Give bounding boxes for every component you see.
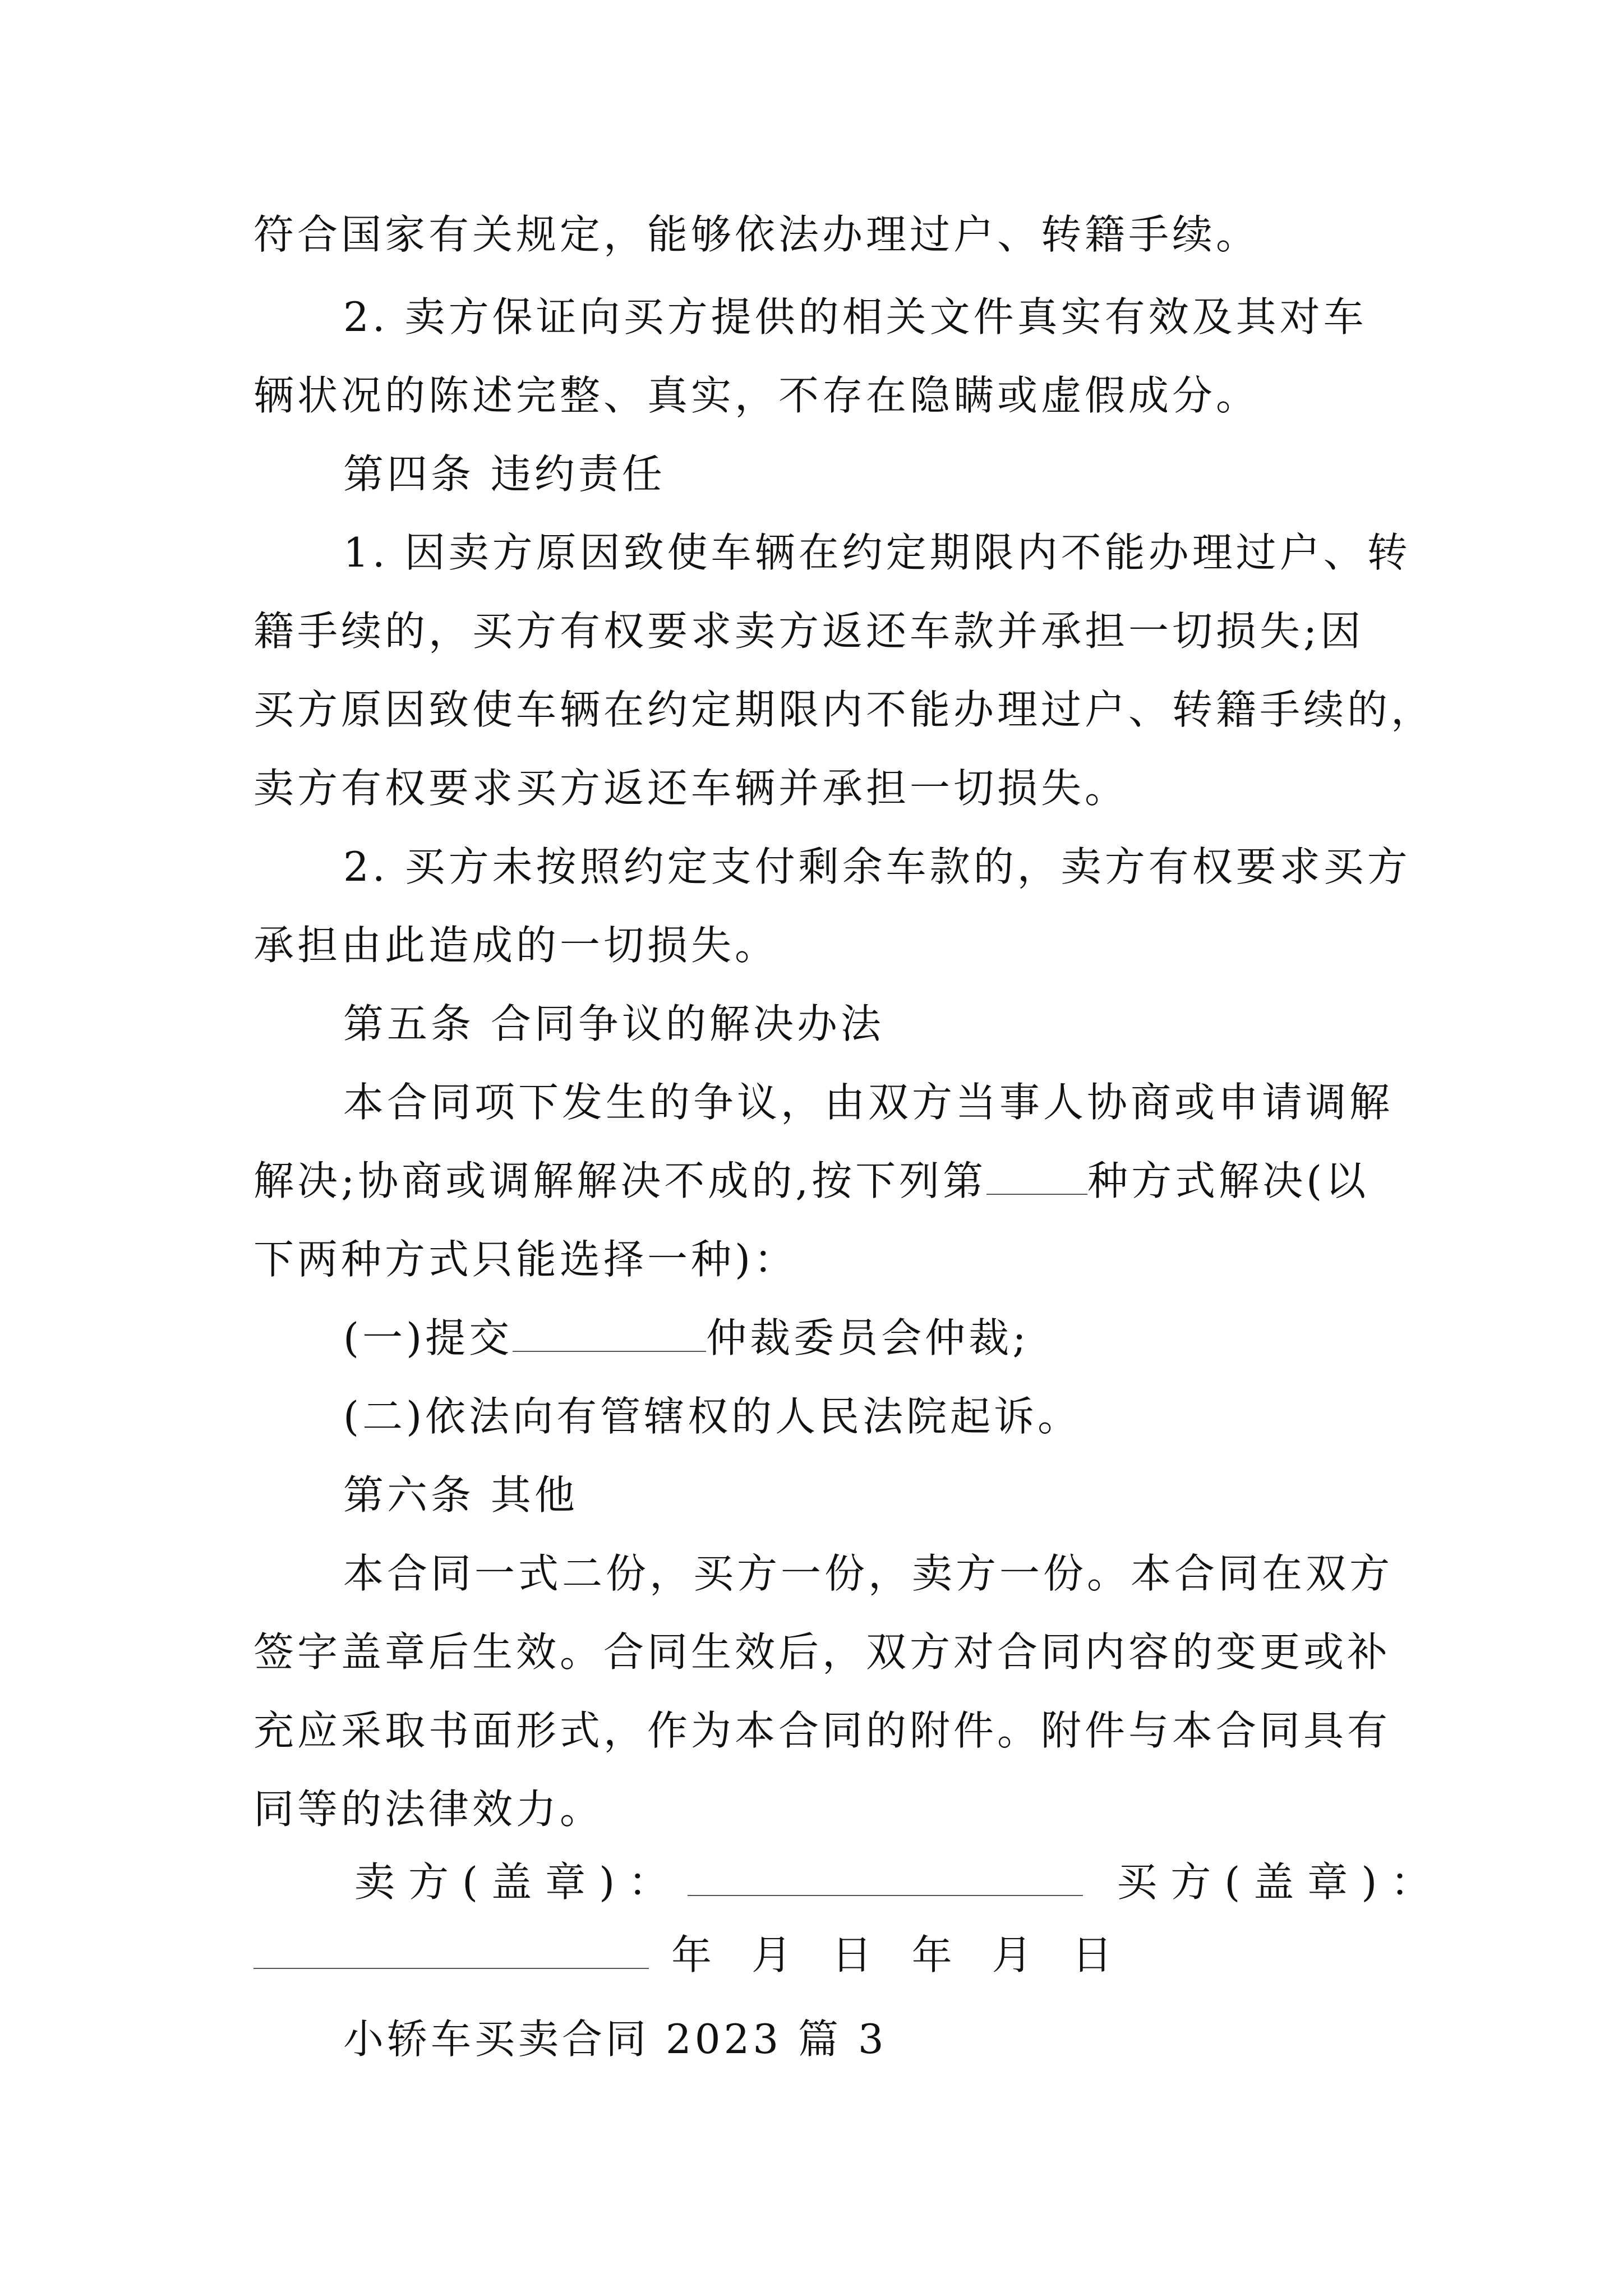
text-line: 同等的法律效力。: [253, 1786, 604, 1833]
seller-signature-blank: [688, 1856, 1083, 1896]
text-line: (二)依法向有管辖权的人民法院起诉。: [343, 1393, 1082, 1440]
date-line: [253, 1927, 1126, 1983]
text-line-with-blank: [253, 1153, 1369, 1209]
text-line: 2. 买方未按照约定支付剩余车款的，卖方有权要求买方: [343, 843, 1411, 890]
text-line-with-blank: [343, 1310, 1029, 1366]
buyer-signature-blank: [253, 1929, 649, 1969]
arbitration-suffix: 仲裁委员会仲裁;: [706, 1314, 1030, 1361]
text-line: 充应采取书面形式，作为本合同的附件。附件与本合同具有: [253, 1707, 1391, 1754]
arbitration-prefix: (一)提交: [343, 1314, 513, 1361]
text-line: 辆状况的陈述完整、真实，不存在隐瞒或虚假成分。: [253, 372, 1260, 419]
text-line: 承担由此造成的一切损失。: [253, 922, 779, 969]
arbitration-committee-blank: [513, 1312, 706, 1352]
text-line: 本合同项下发生的争议，由双方当事人协商或申请调解: [343, 1079, 1394, 1126]
text-line: 下两种方式只能选择一种)：: [253, 1236, 798, 1283]
signature-line: [354, 1854, 1444, 1910]
text-line: 2. 卖方保证向买方提供的相关文件真实有效及其对车: [343, 293, 1367, 341]
text-line: 卖方有权要求买方返还车辆并承担一切损失。: [253, 765, 1129, 812]
section-heading: 第五条 合同争议的解决办法: [343, 1000, 884, 1047]
text-line: 1. 因卖方原因致使车辆在约定期限内不能办理过户、转: [343, 529, 1411, 576]
text-line: 签字盖章后生效。合同生效后，双方对合同内容的变更或补: [253, 1628, 1391, 1676]
section-heading: 第六条 其他: [343, 1471, 578, 1519]
date-labels: 年 月 日 年 月 日: [671, 1931, 1126, 1978]
seller-seal-label: 卖方(盖章)：: [354, 1858, 683, 1906]
text-line: 符合国家有关规定，能够依法办理过户、转籍手续。: [253, 211, 1260, 258]
text-line: 本合同一式二份，买方一份，卖方一份。本合同在双方: [343, 1550, 1394, 1597]
next-section-title: 小轿车买卖合同 2023 篇 3: [343, 2016, 887, 2063]
text-line: 买方原因致使车辆在约定期限内不能办理过户、转籍手续的，: [253, 686, 1435, 733]
resolution-prefix: 解决;协商或调解解决不成的,按下列第: [253, 1157, 987, 1204]
text-line: 籍手续的，买方有权要求卖方返还车款并承担一切损失;因: [253, 608, 1364, 655]
section-heading: 第四条 违约责任: [343, 450, 666, 498]
resolution-suffix: 种方式解决(以: [1087, 1157, 1370, 1204]
method-number-blank: [986, 1154, 1087, 1195]
buyer-seal-label: 买方(盖章)：: [1117, 1858, 1445, 1906]
